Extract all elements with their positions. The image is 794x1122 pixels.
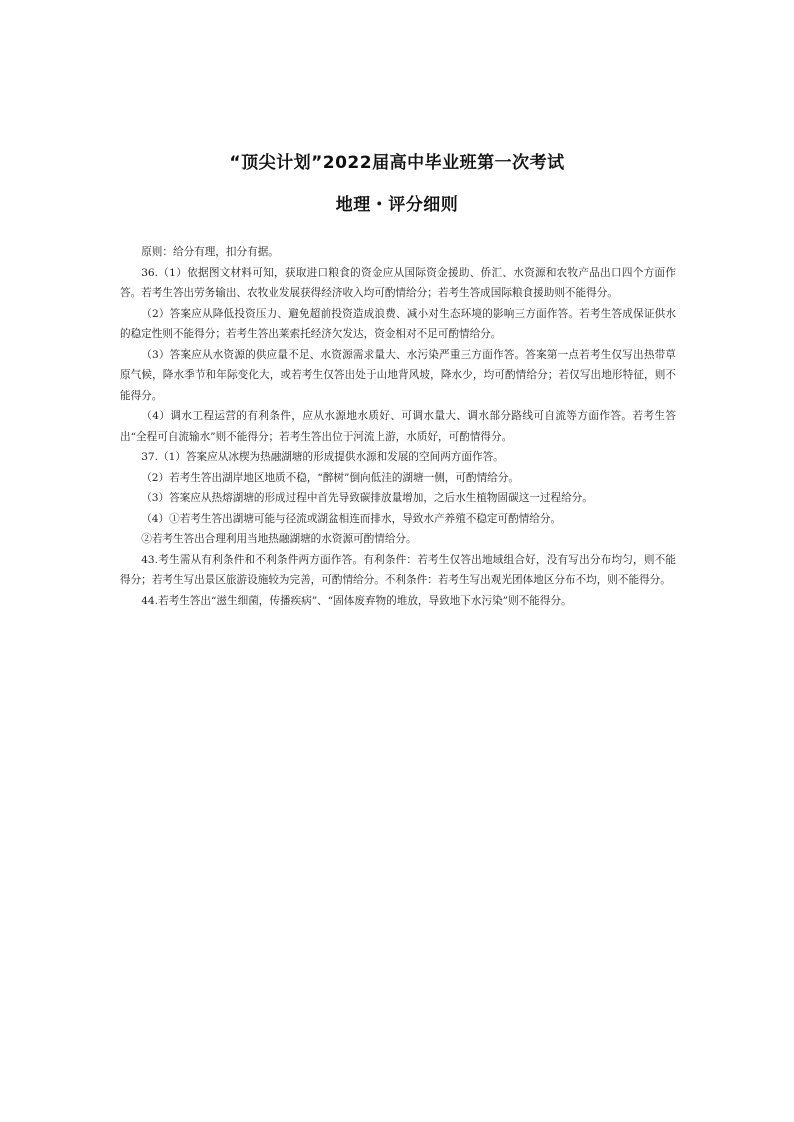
paragraph-q37-4a: （4）①若考生答出湖塘可能与径流或湖盆相连而排水，导致水产养殖不稳定可酌情给分。: [141, 512, 562, 525]
paragraph-q44: 44.若考生答出“滋生细菌，传播疾病”、“固体废弃物的堆放，导致地下水污染”则不能得分。: [141, 594, 572, 607]
paragraph-q37-4b: ②若考生答出合理利用当地热融湖塘的水资源可酌情给分。: [141, 533, 417, 545]
paragraph-principle: 原则：给分有理，扣分有据。: [141, 246, 279, 258]
paragraph-q36-2: （2）答案应从降低投资压力、避免超前投资造成浪费、减小对生态环境的影响三方面作答。若考生答成保证供水的稳定性则不能得分；若考生答出莱索托经济欠发达，资金相对不足可酌情给分。: [120, 307, 676, 340]
paragraph-q43: 43.考生需从有利条件和不利条件两方面作答。有利条件：若考生仅答出地域组合好，没有写出分布均匀，则不能得分；若考生写出景区旅游设施较为完善，可酌情给分。不利条件：若考生写出观光团体地区分布不均，则不能得分。: [120, 553, 676, 586]
paragraph-q37-3: （3）答案应从热熔湖塘的形成过程中首先导致碳排放量增加，之后水生植物固碳这一过程给分。: [141, 492, 593, 504]
paragraph-q36-1: 36.（1）依据图文材料可知，获取进口粮食的资金应从国际资金援助、侨汇、水资源和农牧产品出口四个方面作答。若考生答出劳务输出、农牧业发展获得经济收入均可酌情给分；若考生答成国际粮食援助则不能得分。: [120, 266, 676, 299]
paragraph-q36-4: （4）调水工程运营的有利条件，应从水源地水质好、可调水量大、调水部分路线可自流等方面作答。若考生答出“全程可自流输水”则不能得分；若考生答出位于河流上游，水质好，可酌情得分。: [120, 410, 676, 443]
paragraph-q37-2: （2）若考生答出湖岸地区地质不稳，“醉树”倒向低洼的湖塘一侧，可酌情给分。: [141, 471, 519, 484]
page-subtitle: 地理・评分细则: [335, 195, 459, 215]
paragraph-q36-3: （3）答案应从水资源的供应量不足、水资源需求量大、水污染严重三方面作答。答案第一点若考生仅写出热带草原气候，降水季节和年际变化大，或若考生仅答出处于山地背风坡，降水少，均可酌情给分；若仅写出地形特征，则不能得分。: [120, 348, 676, 402]
grading-rules-body: [120, 242, 676, 611]
paragraph-q37-1: 37.（1）答案应从冰楔为热融湖塘的形成提供水源和发展的空间两方面作答。: [141, 451, 504, 463]
page-title: “顶尖计划”2022届高中毕业班第一次考试: [229, 153, 565, 173]
